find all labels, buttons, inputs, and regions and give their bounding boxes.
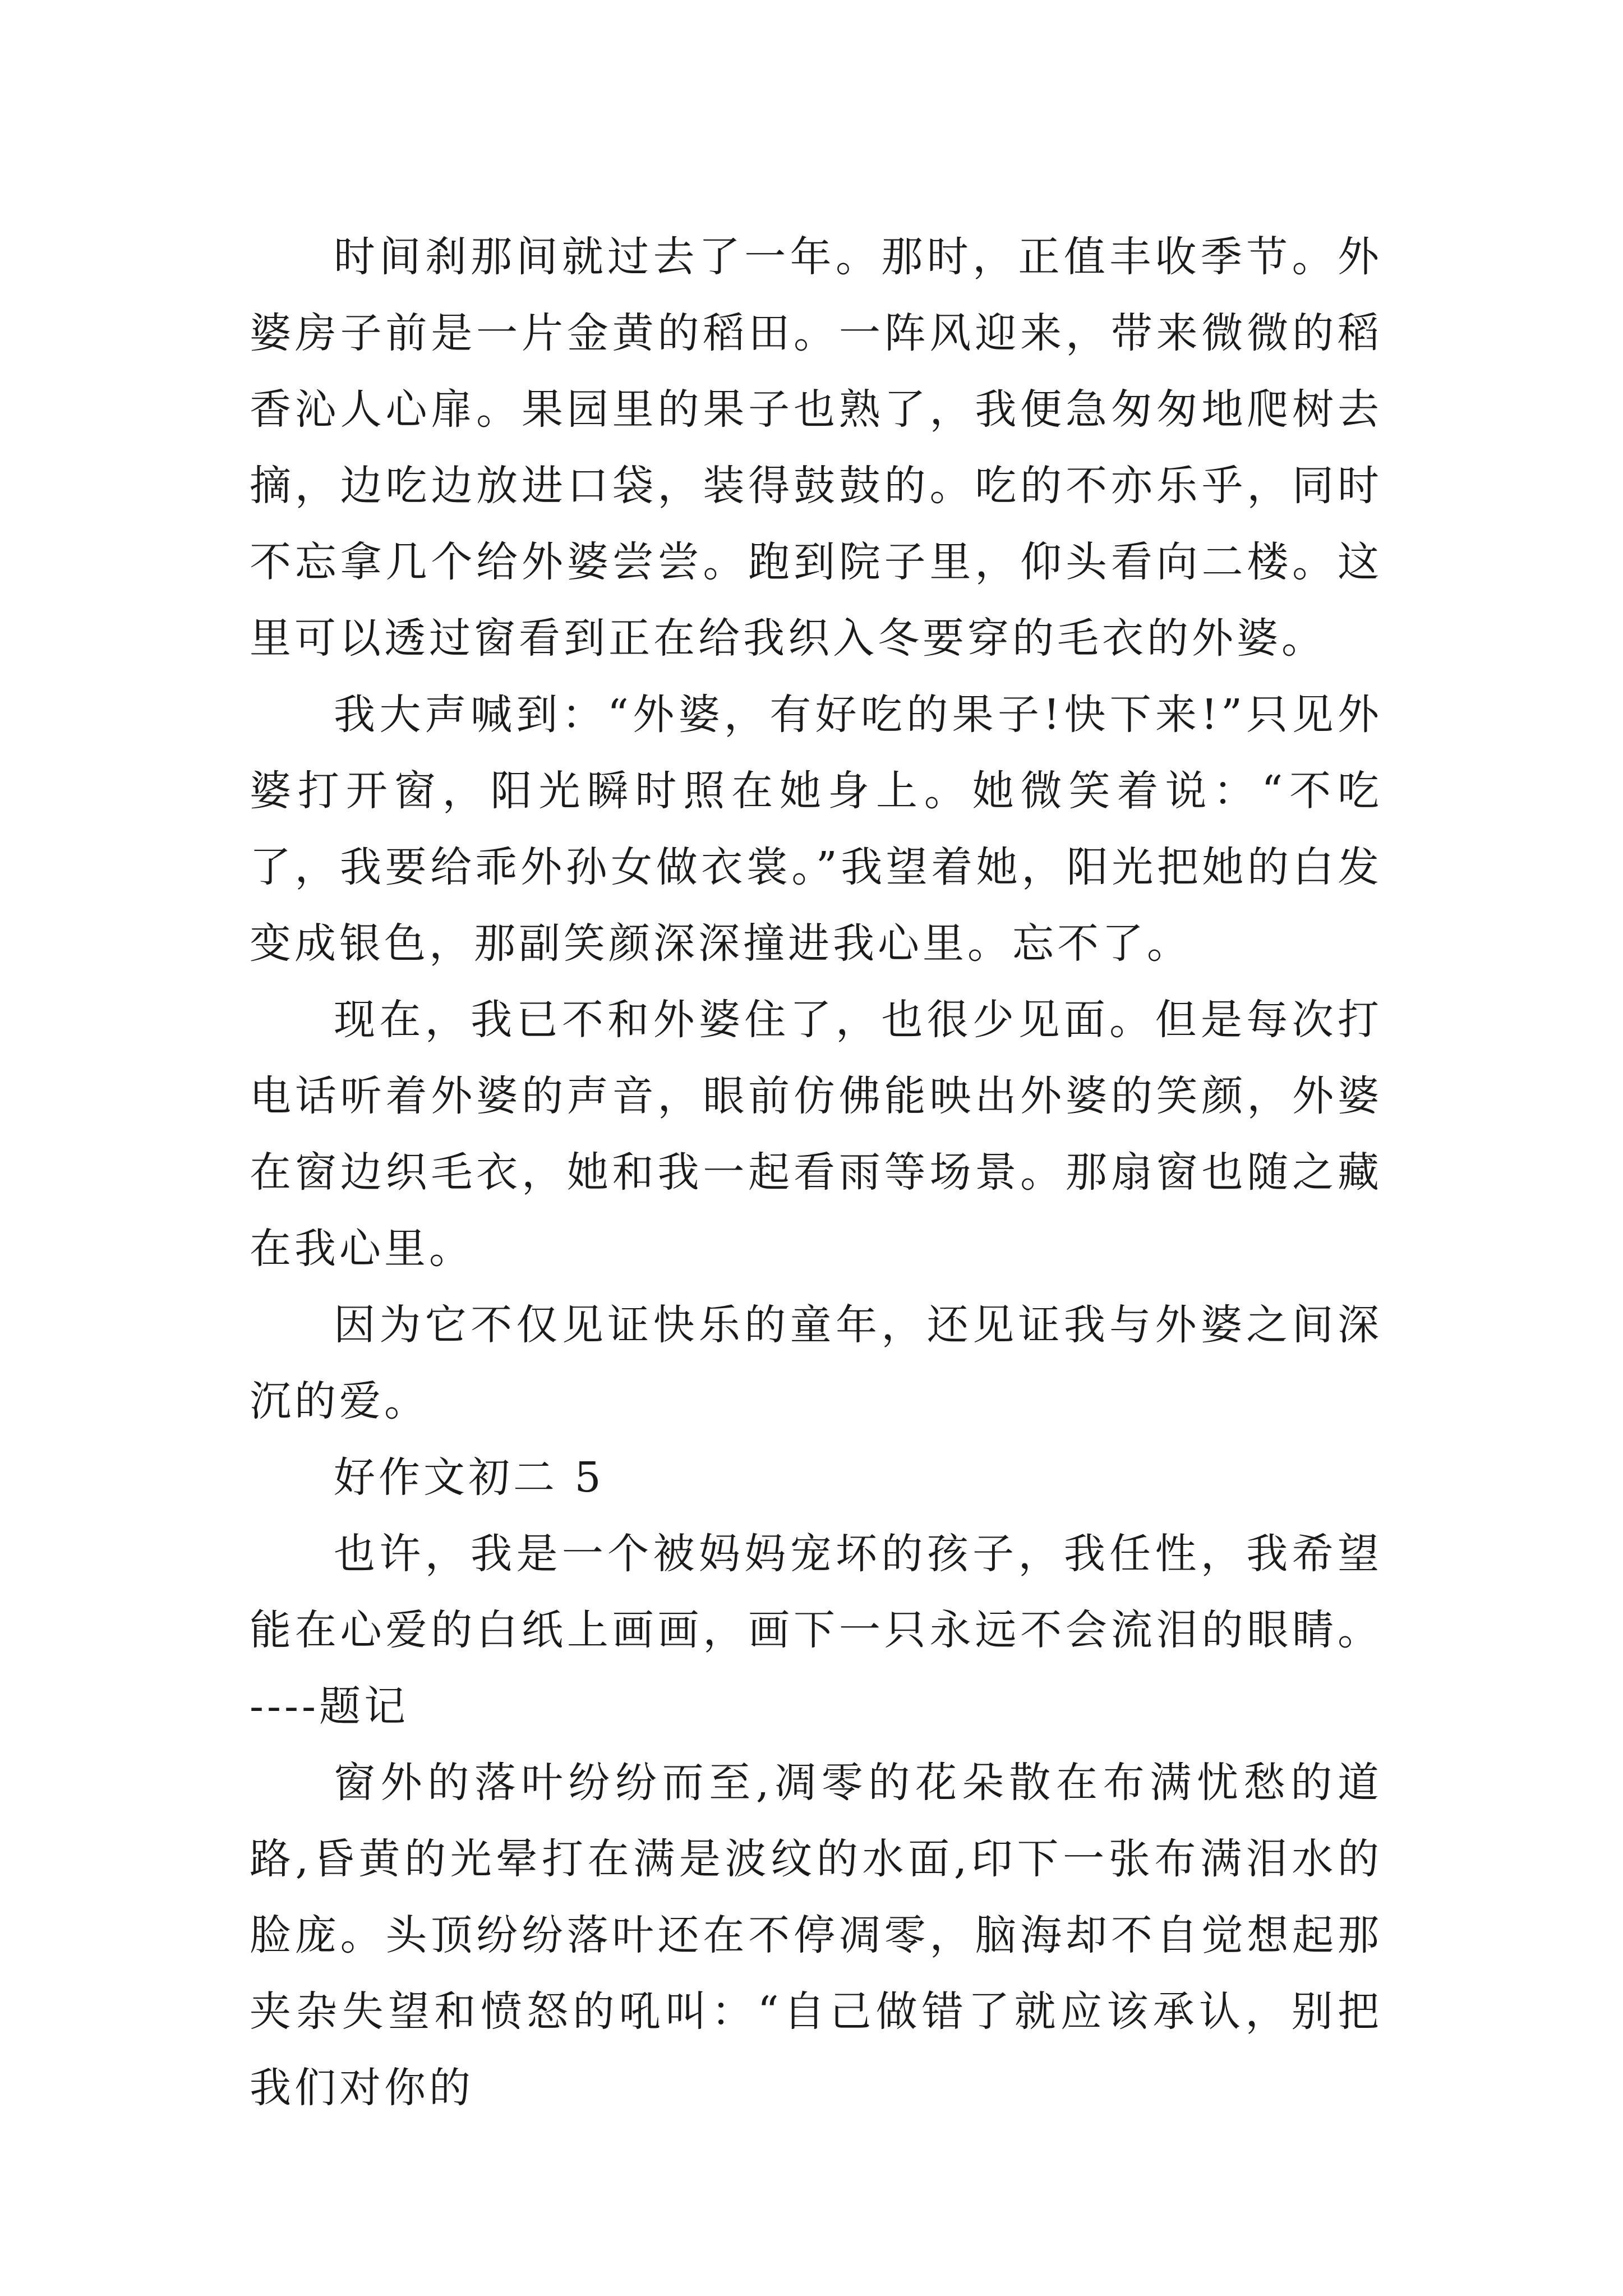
section-heading: 好作文初二 5	[334, 1453, 605, 1502]
paragraph-because: 因为它不仅见证快乐的童年，还见证我与外婆之间深沉的爱。	[250, 1301, 1382, 1425]
paragraph-calling-grandma: 我大声喊到：“外婆，有好吃的果子!快下来!”只见外婆打开窗，阳光瞬时照在她身上。她微笑着说：“不吃了，我要给乖外孙女做衣裳。”我望着她，阳光把她的白发变成银色，那副笑颜深深撞进我心里。忘不了。	[250, 691, 1382, 968]
paragraph-harvest: 时间刹那间就过去了一年。那时，正值丰收季节。外婆房子前是一片金黄的稻田。一阵风迎来，带来微微的稻香沁人心扉。果园里的果子也熟了，我便急匆匆地爬树去摘，边吃边放进口袋，装得鼓鼓的。吃的不亦乐乎，同时不忘拿几个给外婆尝尝。跑到院子里，仰头看向二楼。这里可以透过窗看到正在给我织入冬要穿的毛衣的外婆。	[250, 233, 1382, 662]
document-body	[250, 219, 1382, 2126]
paragraph-falling-leaves: 窗外的落叶纷纷而至,凋零的花朵散在布满忧愁的道路,昏黄的光晕打在满是波纹的水面,印下一张布满泪水的脸庞。头顶纷纷落叶还在不停凋零，脑海却不自觉想起那夹杂失望和愤怒的吼叫：“自己做错了就应该承认，别把我们对你的	[250, 1759, 1382, 2112]
paragraph-epigraph: 也许，我是一个被妈妈宠坏的孩子，我任性，我希望能在心爱的白纸上画画，画下一只永远不会流泪的眼睛。----题记	[250, 1530, 1382, 1731]
paragraph-now: 现在，我已不和外婆住了，也很少见面。但是每次打电话听着外婆的声音，眼前仿佛能映出外婆的笑颜，外婆在窗边织毛衣，她和我一起看雨等场景。那扇窗也随之藏在我心里。	[250, 996, 1382, 1273]
